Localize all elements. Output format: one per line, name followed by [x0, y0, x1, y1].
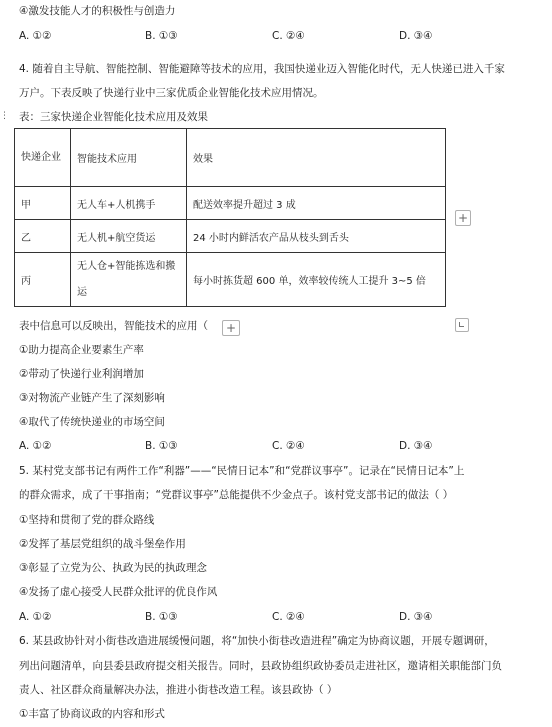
q3-item-4: ④激发技能人才的积极性与创造力: [19, 5, 176, 17]
q6-stem-line3: 责人、社区群众商量解决办法，推进小街巷改造工程。该县政协（ ）: [19, 684, 338, 696]
q4-option-d: D. ③④: [399, 440, 433, 452]
table-cell: 配送效率提升超过 3 成: [187, 187, 446, 220]
q5-item-1: ①坚持和贯彻了党的群众路线: [19, 514, 155, 526]
add-column-button[interactable]: +: [222, 320, 240, 336]
q4-option-b: B. ①③: [145, 440, 178, 452]
q3-option-a: A. ①②: [19, 30, 52, 42]
table-header-cell: 效果: [187, 129, 446, 187]
q5-item-2: ②发挥了基层党组织的战斗堡垒作用: [19, 538, 186, 550]
table-row: [15, 253, 446, 307]
table-resize-icon[interactable]: [455, 318, 469, 332]
q4-stem-line1: 4. 随着自主导航、智能控制、智能避障等技术的应用，我国快递业迈入智能化时代，无人快递已进入千家: [19, 63, 505, 75]
table-cell: 甲: [15, 187, 71, 220]
table-header-cell: 智能技术应用: [71, 129, 187, 187]
q5-option-a: A. ①②: [19, 611, 52, 623]
table-cell: 丙: [15, 253, 71, 307]
q4-option-a: A. ①②: [19, 440, 52, 452]
q4-item-1: ①助力提高企业要素生产率: [19, 344, 144, 356]
table-cell: 无人机+航空货运: [71, 220, 187, 253]
tech-table: [14, 128, 446, 307]
table-cell: 无人车+人机携手: [71, 187, 187, 220]
q6-stem-line1: 6. 某县政协针对小街巷改造进展缓慢问题，将“加快小街巷改造进程”确定为协商议题，开展专题调研，: [19, 635, 495, 647]
table-row: [15, 220, 446, 253]
q6-item-1: ①丰富了协商议政的内容和形式: [19, 708, 165, 720]
q3-option-d: D. ③④: [399, 30, 433, 42]
q5-item-4: ④发扬了虚心接受人民群众批评的优良作风: [19, 586, 218, 598]
q4-item-2: ②带动了快递行业利润增加: [19, 368, 144, 380]
q4-item-3: ③对物流产业链产生了深刻影响: [19, 392, 165, 404]
q5-option-b: B. ①③: [145, 611, 178, 623]
table-cell: 每小时拣货超 600 单，效率较传统人工提升 3~5 倍: [187, 253, 446, 307]
add-row-button[interactable]: +: [455, 210, 471, 226]
table-cell: 乙: [15, 220, 71, 253]
q5-stem-line2: 的群众需求，成了干事指南；“党群议事亭”总能提供不少金点子。该村党支部书记的做法（ ）: [19, 489, 454, 501]
q4-item-4: ④取代了传统快递业的市场空间: [19, 416, 165, 428]
q4-option-c: C. ②④: [272, 440, 305, 452]
q6-stem-line2: 列出问题清单，向县委县政府提交相关报告。同时，县政协组织政协委员走进社区，邀请相关职能部门负: [19, 660, 502, 672]
table-row: [15, 187, 446, 220]
q5-stem-line1: 5. 某村党支部书记有两件工作“利器”——“民情日记本”和“党群议事亭”。记录在“民情日记本”上: [19, 465, 465, 477]
q5-item-3: ③彰显了立党为公、执政为民的执政理念: [19, 562, 207, 574]
table-cell: 24 小时内鲜活农产品从枝头到舌头: [187, 220, 446, 253]
q5-option-d: D. ③④: [399, 611, 433, 623]
table-cell: 无人仓+智能拣选和搬运: [71, 253, 187, 307]
q5-option-c: C. ②④: [272, 611, 305, 623]
table-header-row: [15, 129, 446, 187]
q4-question: 表中信息可以反映出，智能技术的应用（: [19, 320, 208, 332]
q3-option-c: C. ②④: [272, 30, 305, 42]
q4-table-title: 表：三家快递企业智能化技术应用及效果: [19, 111, 208, 123]
left-edge-marker-icon: ⋮: [0, 111, 9, 121]
table-header-cell: 快递企业: [15, 129, 71, 187]
q4-stem-line2: 万户。下表反映了快递行业中三家优质企业智能化技术应用情况。: [19, 87, 324, 99]
q3-option-b: B. ①③: [145, 30, 178, 42]
